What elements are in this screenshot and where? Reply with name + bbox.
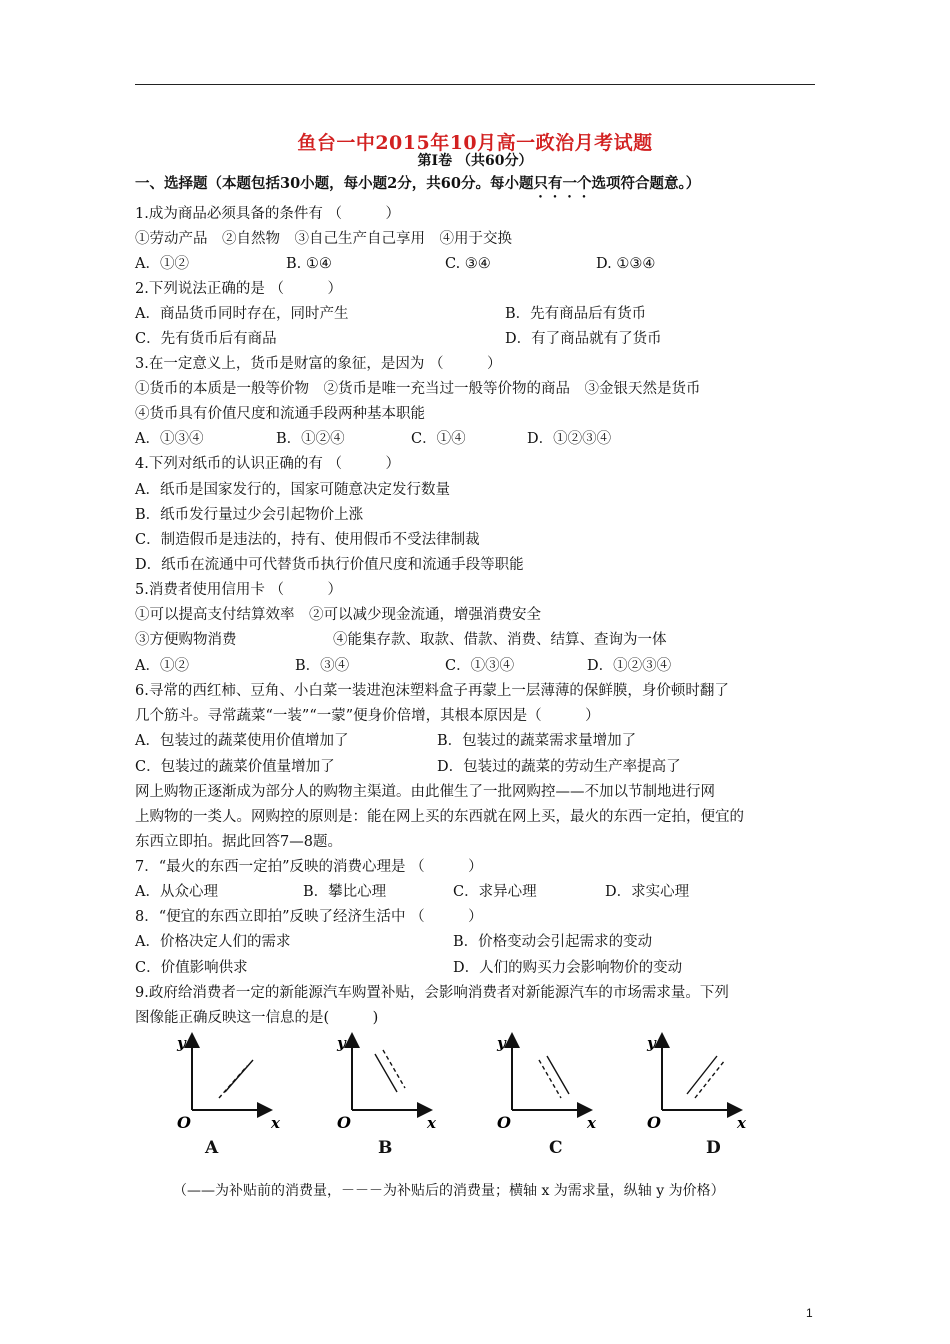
- graph-a-label: A: [205, 1138, 219, 1158]
- question-1: 1.成为商品必须具备的条件有 （ ）: [135, 206, 400, 222]
- q1-option-a: A．①②: [135, 256, 189, 272]
- question-2: 2.下列说法正确的是 （ ）: [135, 281, 342, 297]
- q8-option-d: D．人们的购买力会影响物价的变动: [453, 960, 683, 976]
- q2-option-a: A．商品货币同时存在，同时产生: [135, 306, 349, 322]
- question-4: 4.下列对纸币的认识正确的有 （ ）: [135, 456, 400, 472]
- graph-c-solid-line: [547, 1056, 569, 1094]
- graph-b-origin: O: [337, 1113, 351, 1132]
- q4-option-c: C．制造假币是违法的，持有、使用假币不受法律制裁: [135, 532, 480, 548]
- graph-a: [175, 1032, 285, 1162]
- question-3-items-1: ①货币的本质是一般等价物 ②货币是唯一充当过一般等价物的商品 ③金银天然是货币: [135, 381, 701, 397]
- graph-b-dashed-line: [383, 1050, 405, 1088]
- q5-option-a: A．①②: [135, 658, 189, 674]
- q6-option-a: A．包装过的蔬菜使用价值增加了: [135, 733, 349, 749]
- question-9-line-2: 图像能正确反映这一信息的是( ): [135, 1010, 379, 1026]
- graph-note: （——为补贴前的消费量，－－－为补贴后的消费量；横轴 x 为需求量，纵轴 y 为价格）: [173, 1183, 725, 1199]
- q2-option-b: B．先有商品后有货币: [505, 306, 647, 322]
- q6-option-c: C．包装过的蔬菜价值量增加了: [135, 759, 335, 775]
- q1-option-b: B. ①④: [286, 256, 332, 272]
- graph-d-axes: [645, 1032, 755, 1132]
- question-6-line-2: 几个筋斗。寻常蔬菜“一装”“一蒙”便身价倍增，其根本原因是（ ）: [135, 708, 600, 724]
- graph-c-axes: [495, 1032, 605, 1132]
- header-rule: [135, 84, 815, 85]
- q6-option-b: B．包装过的蔬菜需求量增加了: [437, 733, 637, 749]
- q4-option-a: A．纸币是国家发行的，国家可随意决定发行数量: [135, 482, 450, 498]
- q7-option-a: A．从众心理: [135, 884, 218, 900]
- q7-option-b: B．攀比心理: [303, 884, 387, 900]
- q8-option-c: C．价值影响供求: [135, 960, 248, 976]
- graph-c-y-label: y: [497, 1034, 506, 1052]
- page-subtitle: 第Ⅰ卷 （共60分）: [417, 153, 533, 169]
- q2-option-c: C．先有货币后有商品: [135, 331, 277, 347]
- graph-d-y-label: y: [647, 1034, 656, 1052]
- graph-a-y-label: y: [177, 1034, 186, 1052]
- q5-option-b: B．③④: [295, 658, 350, 674]
- question-5-items-1: ①可以提高支付结算效率 ②可以减少现金流通，增强消费安全: [135, 607, 541, 623]
- graph-d-origin: O: [647, 1113, 661, 1132]
- question-5-item-4: ④能集存款、取款、借款、消费、结算、查询为一体: [333, 632, 667, 648]
- graph-d-label: D: [706, 1138, 721, 1158]
- q2-option-d: D．有了商品就有了货币: [505, 331, 662, 347]
- graph-b-axes: [335, 1032, 445, 1132]
- page-title: 鱼台一中2015年10月高一政治月考试题: [297, 132, 653, 154]
- q5-option-c: C．①③④: [445, 658, 515, 674]
- q1-option-c: C. ③④: [445, 256, 491, 272]
- graph-a-dashed-line: [219, 1066, 247, 1098]
- question-6-line-1: 6.寻常的西红柿、豆角、小白菜一装进泡沫塑料盒子再蒙上一层薄薄的保鲜膜，身价顿时翻了: [135, 683, 729, 699]
- q3-option-b: B．①②④: [276, 431, 345, 447]
- graph-c-x-label: x: [587, 1114, 596, 1132]
- question-3: 3.在一定意义上，货币是财富的象征，是因为 （ ）: [135, 356, 502, 372]
- graph-b-label: B: [378, 1138, 393, 1158]
- q8-option-a: A．价格决定人们的需求: [135, 934, 291, 950]
- passage-line-2: 上购物的一类人。网购控的原则是：能在网上买的东西就在网上买，最火的东西一定拍，便宜的: [135, 809, 744, 825]
- question-5-item-3: ③方便购物消费: [135, 632, 237, 648]
- section-suffix: 选项符合题意。）: [591, 175, 701, 192]
- section-heading: [135, 174, 700, 201]
- graph-c-dashed-line: [539, 1060, 561, 1098]
- graph-b-solid-line: [375, 1054, 397, 1092]
- question-9-line-1: 9.政府给消费者一定的新能源汽车购置补贴，会影响消费者对新能源汽车的市场需求量。下列: [135, 985, 729, 1001]
- passage-line-3: 东西立即拍。据此回答7—8题。: [135, 834, 342, 850]
- question-8: 8．“便宜的东西立即拍”反映了经济生活中 （ ）: [135, 909, 483, 925]
- q7-option-d: D．求实心理: [605, 884, 690, 900]
- graph-d-x-label: x: [737, 1114, 746, 1132]
- passage-line-1: 网上购物正逐渐成为部分人的购物主渠道。由此催生了一批网购控——不加以节制地进行网: [135, 784, 715, 800]
- section-emphasis: 只有一个: [533, 175, 592, 192]
- q3-option-d: D．①②③④: [527, 431, 612, 447]
- graph-a-x-label: x: [271, 1114, 280, 1132]
- page-number: 1: [806, 1306, 813, 1320]
- q7-option-c: C．求异心理: [453, 884, 537, 900]
- question-1-items: ①劳动产品 ②自然物 ③自己生产自己享用 ④用于交换: [135, 231, 512, 247]
- q8-option-b: B．价格变动会引起需求的变动: [453, 934, 653, 950]
- q4-option-b: B．纸币发行量过少会引起物价上涨: [135, 507, 364, 523]
- graph-a-origin: O: [177, 1113, 191, 1132]
- question-5: 5.消费者使用信用卡 （ ）: [135, 582, 342, 598]
- q4-option-d: D．纸币在流通中可代替货币执行价值尺度和流通手段等职能: [135, 557, 524, 573]
- q3-option-a: A．①③④: [135, 431, 204, 447]
- q6-option-d: D．包装过的蔬菜的劳动生产率提高了: [437, 759, 681, 775]
- q5-option-d: D．①②③④: [587, 658, 672, 674]
- graph-b-y-label: y: [337, 1034, 346, 1052]
- question-7: 7．“最火的东西一定拍”反映的消费心理是 （ ）: [135, 859, 483, 875]
- graph-c-label: C: [549, 1138, 563, 1158]
- graph-b-x-label: x: [427, 1114, 436, 1132]
- q3-option-c: C．①④: [411, 431, 466, 447]
- graph-a-axes: [175, 1032, 285, 1132]
- graph-c-origin: O: [497, 1113, 511, 1132]
- q1-option-d: D. ①③④: [596, 256, 656, 272]
- section-prefix: 一、选择题（本题包括30小题，每小题2分，共60分。每小题: [135, 175, 534, 192]
- graph-d: [645, 1032, 755, 1162]
- question-3-items-2: ④货币具有价值尺度和流通手段两种基本职能: [135, 406, 425, 422]
